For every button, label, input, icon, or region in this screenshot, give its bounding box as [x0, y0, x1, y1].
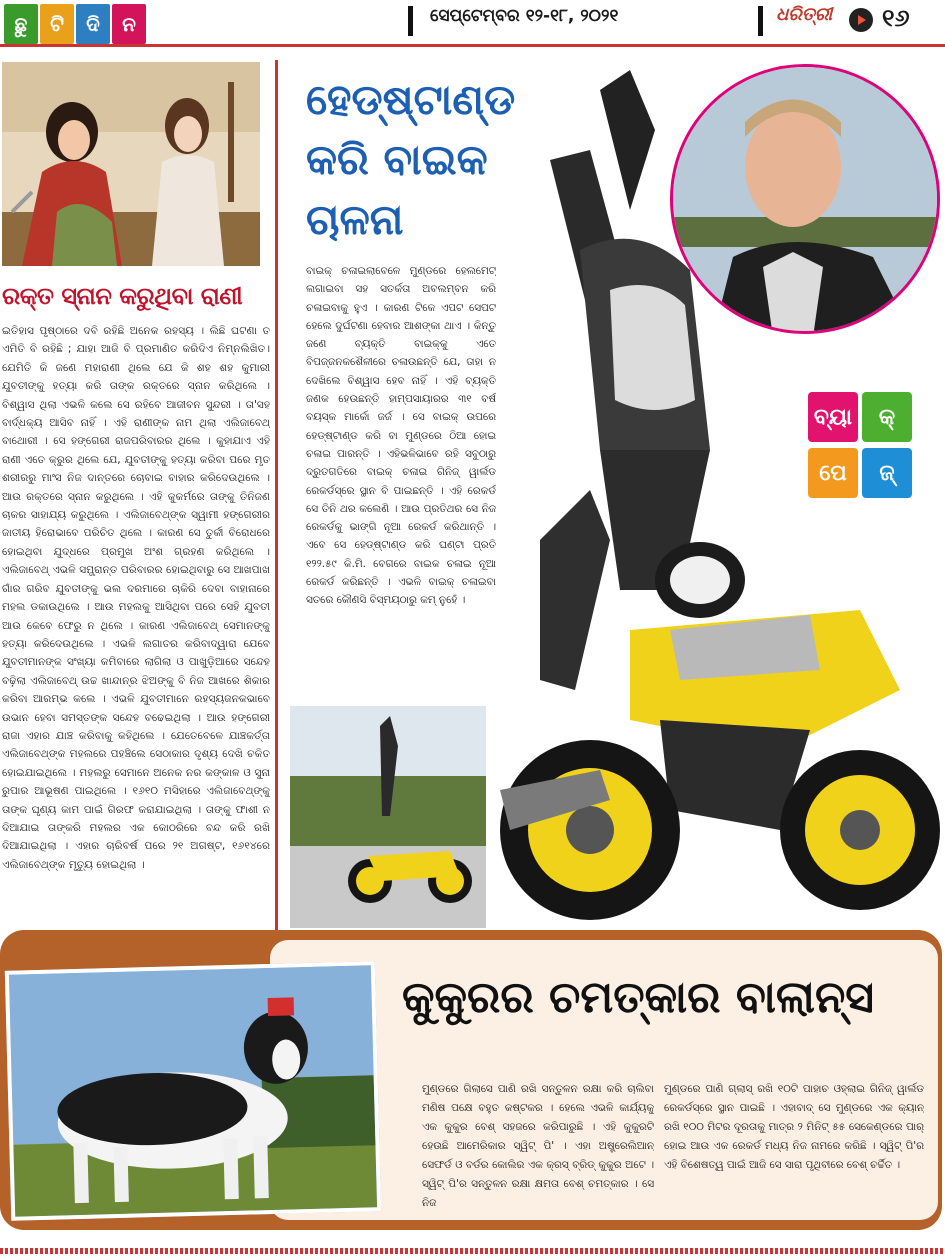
- bike-inset-photo: [290, 706, 486, 928]
- queen-headline: ରକ୍ତ ସ୍ନାନ କରୁଥିବା ରାଣୀ: [2, 282, 243, 310]
- section-logo: [4, 4, 146, 44]
- dog-photo: [5, 961, 381, 1221]
- column-divider: [275, 60, 278, 930]
- bike-headline-line: ହେଡ୍‌ଷ୍ଟାଣ୍ଡ: [306, 75, 516, 124]
- rider-portrait: [670, 64, 940, 334]
- badge-letter: ଜ୍: [862, 448, 912, 498]
- dog-article-col1: ମୁଣ୍ଡରେ ଗିଲାସେ ପାଣି ରଖି ସନ୍ତୁଳନ ରକ୍ଷା କରି ଚାଲିବା ମଣିଷ ପକ୍ଷେ ବହୁତ କଷ୍ଟକର । ହେଲେ ଏଭଳି କାର୍ଯ୍ୟକୁ ଏକ କୁକୁର ବେଶ୍ ସହଜରେ କରିପାରୁଛି । ଏହି କୁକୁରଟି ହେଉଛି ଆମେରିକାର ସ୍ୱିଟ୍ ପି' । ଏହା ଅଷ୍ଟ୍ରେଲିଆନ୍ ସେଫର୍ଡ ଓ ବର୍ଡର କୋଲିର ଏକ କ୍ରସ୍ ବ୍ରିଡ୍ କୁକୁର ଅଟେ । ସ୍ୱିଟ୍ ପି'ର ସନ୍ତୁଳନ ରକ୍ଷା କ୍ଷମତା ବେଶ୍ ଚମତ୍କାର । ସେ ନିଜ: [422, 1083, 654, 1209]
- badge-letter: କ୍: [862, 392, 912, 442]
- bike-headline-line: ଚାଳନା: [306, 195, 404, 244]
- queen-illustration: [2, 62, 260, 266]
- bike-headline-line: କରି ବାଇକ: [306, 135, 488, 184]
- dog-article-col2: ମୁଣ୍ଡରେ ପାଣି ଗ୍ଲାସ୍ ରଖି ୧୦ଟି ପାହାଚ ଓହ୍ଲାଇ ଗିନିଜ୍ ୱାର୍ଲଡ ରେକର୍ଡସ୍‌ରେ ସ୍ଥାନ ପାଇଛି । ଏହାବାଦ୍ ସେ ମୁଣ୍ଡରେ ଏକ କ୍ୟାନ୍ ରଖି ୧୦୦ ମିଟର ଦୂରତାକୁ ମାତ୍ର ୨ ମିନିଟ୍ ୫୫ ସେକେଣ୍ଡରେ ପାର୍ ହୋଇ ଆଉ ଏକ ରେକର୍ଡ ମଧ୍ୟ ନିଜ ନାମରେ କରିଛି । ସ୍ୱିଟ୍ ପି'ର ଏହି ବିଶେଷତ୍ୱ ପାଇଁ ଆଜି ସେ ସାରା ପୃଥିବୀରେ ବେଶ୍ ଚର୍ଚ୍ଚିତ ।: [664, 1083, 924, 1171]
- header-rule: [0, 44, 945, 47]
- logo-letter: ନ: [112, 4, 146, 44]
- queen-article-body: ଇତିହାସ ପୃଷ୍ଠାରେ ଦବି ରହିଛି ଅନେକ ରହସ୍ୟ । ଲିଛି ଘଟଣା ତ ଏମିତି ବି ରହିଛି ; ଯାହା ଆଜି ବି ପ୍ରମାଣିତ କରିଦିଏ ନିମ୍ନଲିଖିତ। ଯେମିତି କି ଜଣେ ମହାରାଣୀ ଥିଲେ ଯେ କି ଶହ ଶହ କୁମାରୀ ଯୁବତୀଙ୍କୁ ହତ୍ୟା କରି ତାଙ୍କ ରକ୍ତରେ ସ୍ନାନ କରିଥିଲେ । ବିଶ୍ୱାସ ଥିଲା ଏଭଳି କଲେ ସେ ରହିବେ ଆଜୀବନ ସୁନ୍ଦରୀ । ତା'ସହ ବାର୍ଦ୍ଧକ୍ୟ ଆସିବ ନାହିଁ । ଏହି ରାଣୀଙ୍କ ନାମ ଥିଲା ଏଲିଜାବେଥ୍ ବାଥୋରୀ । ସେ ହଙ୍ଗେରୀ ରାଜପରିବାରର ଥିଲେ । କୁହାଯାଏ ଏହି ରାଣୀ ଏତେ କ୍ରୁର ଥିଲେ ଯେ, ଯୁବତୀଙ୍କୁ ହତ୍ୟା କରିବା ପରେ ମୃତ ଶରୀରରୁ ମାଂସ ନିଜ ଦାନ୍ତରେ ଚୋବାଇ ବାହାର କରିଦେଉଥିଲେ । ଆଉ ରକ୍ତରେ ସ୍ନାନ କରୁଥିଲେ । ଏହି କୁକର୍ମରେ ତାଙ୍କୁ ତିନିଜଣ ଚାକର ସାହାଯ୍ୟ କରୁଥିଲେ । ଏଲିଜାବେଥ୍ଙ୍କ ସ୍ୱାମୀ ହଙ୍ଗେରୀର ଜାତୀୟ ହିରୋଭାବେ ପରିଚିତ ଥିଲେ । କାରଣ ସେ ତୁର୍କୀ ବିରୋଧରେ ହୋଇଥିବା ଯୁଦ୍ଧରେ ପ୍ରମୁଖ ଅଂଶ ଗ୍ରହଣ କରିଥିଲେ । ଏଲିଜାବେଥ୍ ଏଭଳି ସମ୍ଭ୍ରାନ୍ତ ପରିବାରର ହୋଇଥିବାରୁ ସେ ଆଖପାଖ ଗାଁର ଗରିବ ଯୁବତୀଙ୍କୁ ଭଲ ଦରମାରେ ଚାକିରି ଦେବା ବାହାନାରେ ମହଲ ଡକାଉଥିଲେ । ଆଉ ମହଲକୁ ଆସିଥିବା ପରେ ସେହି ଯୁବତୀ ଆଉ କେବେ ଫେରୁ ନ ଥିଲେ । କାରଣ ଏଲିଜାବେଥ୍ ସେମାନଙ୍କୁ ହତ୍ୟା କରିଦେଉଥିଲେ । ଏଭଳି ଲଗାତର କରିବାଦ୍ୱାରା ଯେବେ ଯୁବତୀମାନଙ୍କ ସଂଖ୍ୟା କମିବାରେ ଲାଗିଲା ଓ ପାଖୁଡ଼ିଆରେ ସନ୍ଦେହ ବଢ଼ିଲା ଏଲିଜାବେଥ୍ ଉଚ୍ଚ ଖାନ୍ଦାନ୍‌ର ଝିଅଙ୍କୁ ବି ନିଜ ଆଖରେ ଶିକାର କରିବା ଆରମ୍ଭ କଲେ । ଏଭଳି ଯୁବତୀମାନେ ରହସ୍ୟଜନକଭାବେ ଉଭାନ ହେବା ସମସ୍ତଙ୍କ ସନ୍ଦେହ ବଢେଇଥିଲା । ଆଉ ହଙ୍ଗେରୀ ରାଜା ଏହାର ଯାଞ୍ଚ କରିବାକୁ କହିଥିଲେ । ଯେତେବେଳେ ଯାଞ୍ଚକର୍ତ୍ତା ଏଲିଜାବେଥ୍ଙ୍କ ମହଲରେ ପହଞ୍ଚିଲେ ସେଠାକାର ଦୃଶ୍ୟ ଦେଖି ଚକିତ ହୋଇଯାଇଥିଲେ । ମହଲରୁ ସେମାନେ ଅନେକ ନର କଙ୍କାଳ ଓ ସୁନା ରୁପାର ଆଭୂଷଣ ପାଇଥିଲେ । ୧୬୧୦ ମସିହାରେ ଏଲିଜାବେଥ୍ଙ୍କୁ ତାଙ୍କ ଘୃଣ୍ୟ କାମ ପାଇଁ ଗିରଫ କରାଯାଇଥିଲା । ତାଙ୍କୁ ଫାଶୀ ନ ଦିଆଯାଇ ତାଙ୍କରି ମହଲର ଏକ କୋଠରିରେ ବନ୍ଦ କରି ରଖି ଦିଆଯାଇଥିଲା । ଏହାର ଚାରିବର୍ଷ ପରେ ୨୧ ଅଗଷ୍ଟ, ୧୬୧୪ରେ ଏଲିଜାବେଥ୍ଙ୍କ ମୃତ୍ୟୁ ହୋଇଥିଲା ।: [2, 325, 270, 871]
- header-divider: [758, 6, 763, 36]
- badge-letter: ପେ: [808, 448, 858, 498]
- page-header: [0, 0, 945, 48]
- bike-article-body: ବାଇକ୍ ଚଳାଇଲାବେଳେ ମୁଣ୍ଡରେ ହେଲମେଟ୍ ଲଗାଇବା ସହ ସତର୍କତା ଅବଲମ୍ବନ କରି ଚଳାଇବାକୁ ହୁଏ । କାରଣ ଟିକେ ଏପଟ ସେପଟ ହେଲେ ଦୁର୍ଘଟଣା ହେବାର ଆଶଙ୍କା ଥାଏ । କିନ୍ତୁ ଜଣେ ବ୍ୟକ୍ତି ବାଇକ୍‌କୁ ଏତେ ବିପଜ୍ଜନକଶୈଳୀରେ ଚଳାଉଛନ୍ତି ଯେ, ତାହା ନ ଦେଖିଲେ ବିଶ୍ୱାସ ହେବ ନାହିଁ । ଏହି ବ୍ୟକ୍ତି ଜଣକ ହେଉଛନ୍ତି ହାମ୍ପସାୟାରର ୩୧ ବର୍ଷ ବୟସ୍କ ମାର୍କୋ ଜର୍ଜ । ସେ ବାଇକ୍ ଉପରେ ହେଡ୍‌ଷ୍ଟାଣ୍ଡ କରି ବା ମୁଣ୍ଡରେ ଠିଆ ହୋଇ ଚଳାଇ ପାରନ୍ତି । ଏହିଭଳିଭାବେ ରହି ସବୁଠାରୁ ଦ୍ରୁତଗତିରେ ବାଇକ୍ ଚଳାଇ ଗିନିଜ୍ ୱାର୍ଲଡ ରେକର୍ଡସ୍‌ରେ ସ୍ଥାନ ବି ପାଇଛନ୍ତି । ଏହି ରେକର୍ଡ ସେ ତିନି ଥର କଲେଣି । ଆଉ ପ୍ରତିଥର ସେ ନିଜ ରେକର୍ଡକୁ ଭାଙ୍ଗି ନୂଆ ରେକର୍ଡ କରିଥାନ୍ତି । ଏବେ ସେ ହେଡ୍‌ଷ୍ଟାଣ୍ଡ କରି ଘଣ୍ଟା ପ୍ରତି ୧୨୨.୫୯ କି.ମି. ବେଗରେ ବାଇକ ଚଳାଇ ନୂଆ ରେକର୍ଡ କରିଛନ୍ତି । ଏଭଳି ବାଇକ୍ ଚଳାଇବା ସତରେ କୌଣସି ବିସ୍ମୟଠାରୁ କମ୍ ନୁହେଁ ।: [306, 265, 496, 607]
- newspaper-brand: ଧରିତ୍ରୀ: [776, 4, 833, 25]
- dog-headline: କୁକୁରର ଚମତ୍କାର ବାଲାନ୍ସ: [402, 972, 874, 1023]
- logo-letter: ଛୁ: [4, 4, 38, 44]
- logo-letter: ଟି: [40, 4, 74, 44]
- back-page-badge: [808, 392, 914, 508]
- badge-letter: ବ୍ୟା: [808, 392, 858, 442]
- bike-headline: [306, 70, 576, 250]
- page-number: ୧୬: [882, 4, 910, 32]
- play-icon: [849, 8, 873, 32]
- logo-letter: ଦି: [76, 4, 110, 44]
- header-divider: [408, 6, 413, 36]
- issue-date: ସେପ୍ଟେମ୍ବର ୧୨-୧୮, ୨୦୨୧: [430, 6, 619, 26]
- footer-rule: [0, 1248, 945, 1254]
